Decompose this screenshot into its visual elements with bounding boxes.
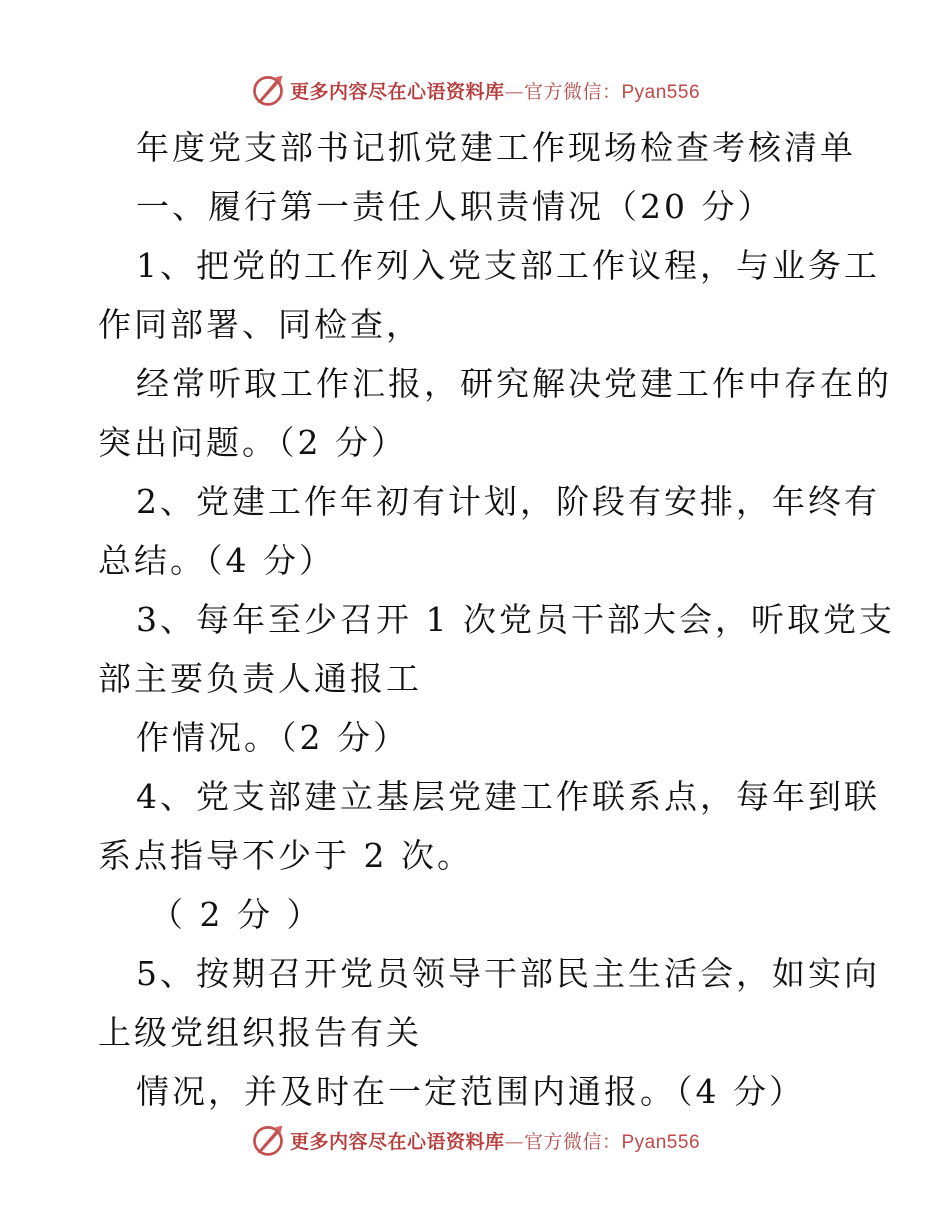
text-line: 1、把党的工作列入党支部工作议程，与业务工 (136, 246, 880, 285)
text-line: 5、按期召开党员领导干部民主生活会，如实向 (136, 954, 880, 993)
watermark-wechat-id: Pyan556 (621, 1131, 701, 1153)
document-title: 年度党支部书记抓党建工作现场检查考核清单 (136, 128, 856, 167)
watermark-brand: 更多内容尽在心语资料库 (289, 1130, 505, 1153)
watermark-header (0, 68, 950, 112)
text-line: 系点指导不少于 2 次。 (98, 836, 473, 875)
quill-logo-icon (250, 1122, 286, 1158)
document-body (98, 118, 895, 1121)
text-line: 总结。（4 分） (98, 541, 335, 580)
watermark-footer (0, 1118, 950, 1162)
text-line: 作同部署、同检查， (98, 305, 422, 344)
text-line: 3、每年至少召开 1 次党员干部大会，听取党支 (136, 600, 895, 639)
watermark-brand: 更多内容尽在心语资料库 (289, 80, 505, 103)
watermark-text (290, 1127, 700, 1154)
text-line: 2、党建工作年初有计划，阶段有安排，年终有 (136, 482, 880, 521)
section-heading: 一、履行第一责任人职责情况（20 分） (136, 187, 774, 226)
text-line: 上级党组织报告有关 (98, 1013, 422, 1052)
watermark-separator: — (504, 80, 524, 103)
text-line: 作情况。（2 分） (136, 718, 409, 757)
watermark-label: 官方微信： (523, 80, 622, 103)
text-line: （ 2 分 ） (150, 895, 323, 934)
watermark-wechat-id: Pyan556 (621, 81, 701, 103)
watermark-separator: — (504, 1130, 524, 1153)
text-line: 4、党支部建立基层党建工作联系点，每年到联 (136, 777, 880, 816)
text-line: 突出问题。（2 分） (98, 423, 407, 462)
watermark-label: 官方微信： (523, 1130, 622, 1153)
text-line: 情况，并及时在一定范围内通报。（4 分） (136, 1072, 805, 1111)
text-line: 部主要负责人通报工 (98, 659, 422, 698)
text-line: 经常听取工作汇报，研究解决党建工作中存在的 (136, 364, 892, 403)
watermark-text (290, 77, 700, 104)
quill-logo-icon (250, 72, 286, 108)
